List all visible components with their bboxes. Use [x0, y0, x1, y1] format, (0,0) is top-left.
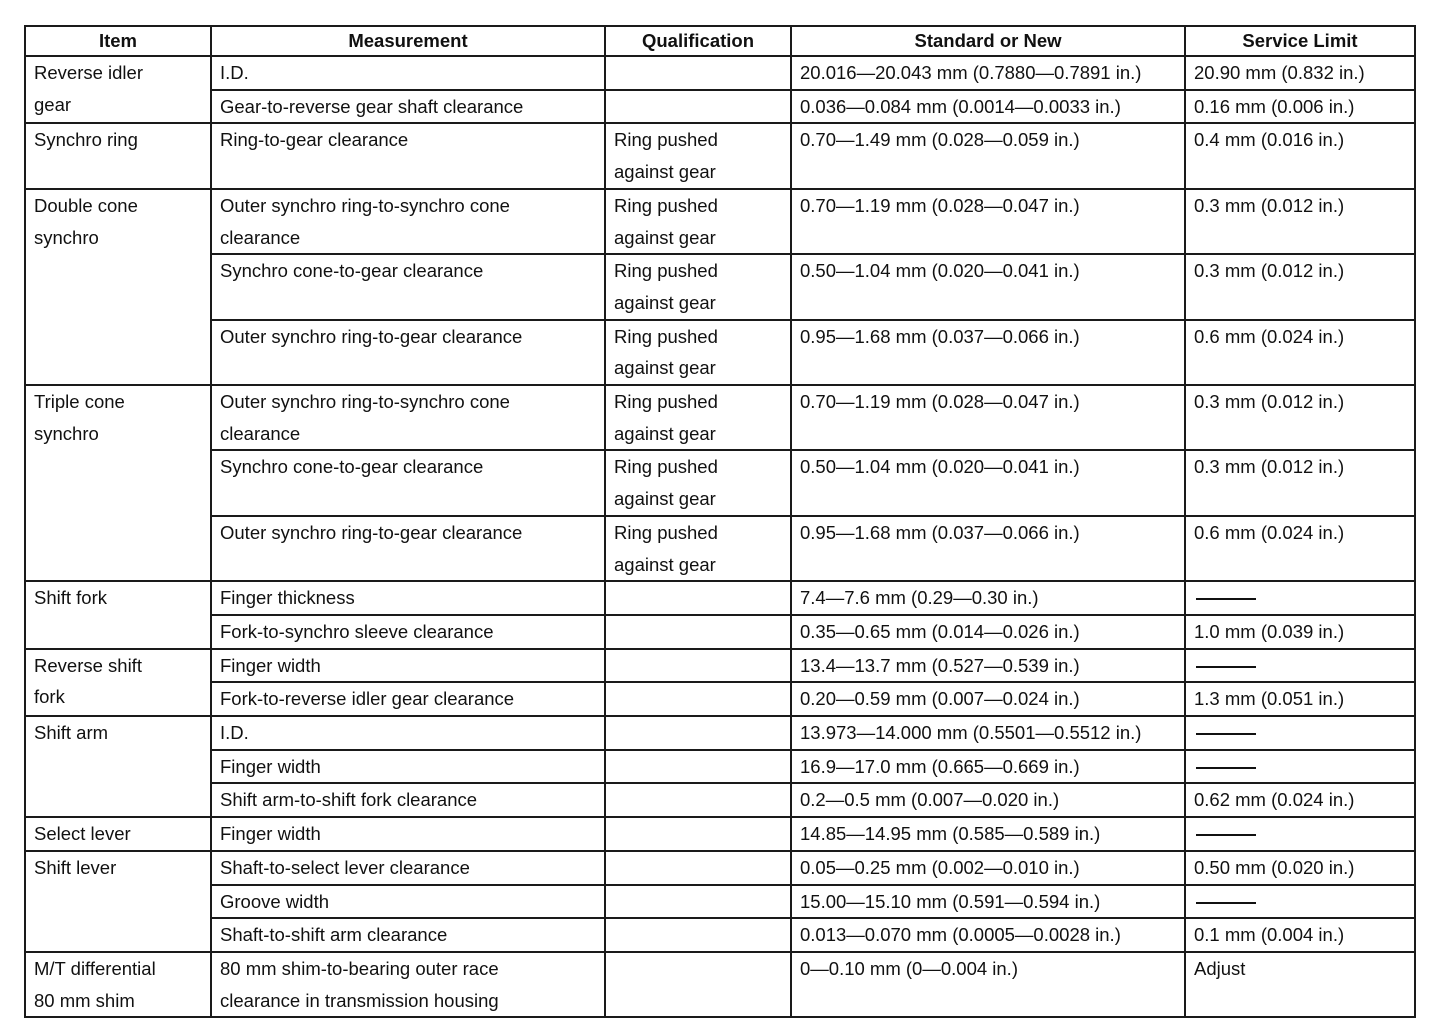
qualification-cell: [605, 817, 791, 851]
service-limit-cell: [1185, 750, 1415, 784]
measurement-cell: Synchro cone-to-gear clearance: [211, 450, 605, 515]
standard-cell: 0.036—0.084 mm (0.0014—0.0033 in.): [791, 90, 1185, 124]
qualification-cell: Ring pushed against gear: [605, 385, 791, 450]
service-limit-cell: 0.3 mm (0.012 in.): [1185, 189, 1415, 254]
qualification-cell: Ring pushed against gear: [605, 450, 791, 515]
service-limit-cell: [1185, 817, 1415, 851]
table-row: [25, 649, 1415, 683]
service-limit-cell: [1185, 885, 1415, 919]
measurement-cell: Outer synchro ring-to-synchro cone clearance: [211, 385, 605, 450]
item-cell: Reverse shift fork: [25, 649, 211, 716]
header-item: Item: [25, 26, 211, 56]
qualification-cell: Ring pushed against gear: [605, 123, 791, 188]
header-service-limit: Service Limit: [1185, 26, 1415, 56]
table-row: [25, 615, 1415, 649]
table-row: [25, 516, 1415, 581]
service-limit-cell: 0.3 mm (0.012 in.): [1185, 254, 1415, 319]
qualification-cell: Ring pushed against gear: [605, 516, 791, 581]
table-row: [25, 320, 1415, 385]
table-row: [25, 682, 1415, 716]
service-limit-cell: Adjust: [1185, 952, 1415, 1017]
service-limit-cell: 20.90 mm (0.832 in.): [1185, 56, 1415, 90]
measurement-cell: Synchro cone-to-gear clearance: [211, 254, 605, 319]
service-limit-cell: 1.3 mm (0.051 in.): [1185, 682, 1415, 716]
service-limit-cell: 0.62 mm (0.024 in.): [1185, 783, 1415, 817]
service-limit-cell: 0.16 mm (0.006 in.): [1185, 90, 1415, 124]
item-cell: Shift lever: [25, 851, 211, 952]
measurement-cell: Shift arm-to-shift fork clearance: [211, 783, 605, 817]
standard-cell: 13.4—13.7 mm (0.527—0.539 in.): [791, 649, 1185, 683]
qualification-cell: Ring pushed against gear: [605, 320, 791, 385]
measurement-cell: Finger width: [211, 649, 605, 683]
item-cell: Shift fork: [25, 581, 211, 648]
measurement-cell: Outer synchro ring-to-gear clearance: [211, 320, 605, 385]
service-limit-cell: [1185, 716, 1415, 750]
specification-table: [24, 25, 1416, 1018]
measurement-cell: 80 mm shim-to-bearing outer race clearance in transmission housing: [211, 952, 605, 1017]
table-row: [25, 783, 1415, 817]
standard-cell: 0—0.10 mm (0—0.004 in.): [791, 952, 1185, 1017]
standard-cell: 0.20—0.59 mm (0.007—0.024 in.): [791, 682, 1185, 716]
table-body: [25, 56, 1415, 1017]
item-cell: Shift arm: [25, 716, 211, 817]
item-cell: Triple cone synchro: [25, 385, 211, 581]
measurement-cell: Outer synchro ring-to-gear clearance: [211, 516, 605, 581]
no-limit-dash: [1196, 767, 1256, 769]
standard-cell: 0.70—1.19 mm (0.028—0.047 in.): [791, 385, 1185, 450]
standard-cell: 14.85—14.95 mm (0.585—0.589 in.): [791, 817, 1185, 851]
table-row: [25, 254, 1415, 319]
measurement-cell: Fork-to-reverse idler gear clearance: [211, 682, 605, 716]
service-limit-cell: 1.0 mm (0.039 in.): [1185, 615, 1415, 649]
standard-cell: 20.016—20.043 mm (0.7880—0.7891 in.): [791, 56, 1185, 90]
item-cell: M/T differential 80 mm shim: [25, 952, 211, 1017]
qualification-cell: [605, 682, 791, 716]
service-limit-cell: 0.6 mm (0.024 in.): [1185, 516, 1415, 581]
qualification-cell: Ring pushed against gear: [605, 254, 791, 319]
qualification-cell: [605, 615, 791, 649]
table-row: [25, 450, 1415, 515]
table-row: [25, 581, 1415, 615]
table-row: [25, 123, 1415, 188]
measurement-cell: Shaft-to-shift arm clearance: [211, 918, 605, 952]
measurement-cell: I.D.: [211, 56, 605, 90]
measurement-cell: Shaft-to-select lever clearance: [211, 851, 605, 885]
service-limit-cell: 0.6 mm (0.024 in.): [1185, 320, 1415, 385]
header-measurement: Measurement: [211, 26, 605, 56]
service-limit-cell: 0.3 mm (0.012 in.): [1185, 385, 1415, 450]
measurement-cell: I.D.: [211, 716, 605, 750]
standard-cell: 0.50—1.04 mm (0.020—0.041 in.): [791, 450, 1185, 515]
standard-cell: 0.70—1.49 mm (0.028—0.059 in.): [791, 123, 1185, 188]
header-qualification: Qualification: [605, 26, 791, 56]
service-limit-cell: [1185, 581, 1415, 615]
service-limit-cell: 0.4 mm (0.016 in.): [1185, 123, 1415, 188]
standard-cell: 0.50—1.04 mm (0.020—0.041 in.): [791, 254, 1185, 319]
service-limit-cell: 0.3 mm (0.012 in.): [1185, 450, 1415, 515]
table-row: [25, 56, 1415, 90]
table-row: [25, 189, 1415, 254]
measurement-cell: Finger width: [211, 817, 605, 851]
item-cell: Double cone synchro: [25, 189, 211, 385]
header-standard: Standard or New: [791, 26, 1185, 56]
service-limit-cell: 0.50 mm (0.020 in.): [1185, 851, 1415, 885]
no-limit-dash: [1196, 733, 1256, 735]
qualification-cell: [605, 952, 791, 1017]
measurement-cell: Finger thickness: [211, 581, 605, 615]
item-cell: Reverse idler gear: [25, 56, 211, 123]
measurement-cell: Fork-to-synchro sleeve clearance: [211, 615, 605, 649]
qualification-cell: Ring pushed against gear: [605, 189, 791, 254]
header-row: [25, 26, 1415, 56]
qualification-cell: [605, 90, 791, 124]
standard-cell: 7.4—7.6 mm (0.29—0.30 in.): [791, 581, 1185, 615]
item-cell: Select lever: [25, 817, 211, 851]
qualification-cell: [605, 649, 791, 683]
no-limit-dash: [1196, 598, 1256, 600]
measurement-cell: Finger width: [211, 750, 605, 784]
measurement-cell: Outer synchro ring-to-synchro cone clearance: [211, 189, 605, 254]
standard-cell: 0.2—0.5 mm (0.007—0.020 in.): [791, 783, 1185, 817]
service-limit-cell: [1185, 649, 1415, 683]
table-row: [25, 750, 1415, 784]
standard-cell: 0.013—0.070 mm (0.0005—0.0028 in.): [791, 918, 1185, 952]
qualification-cell: [605, 851, 791, 885]
standard-cell: 0.70—1.19 mm (0.028—0.047 in.): [791, 189, 1185, 254]
standard-cell: 13.973—14.000 mm (0.5501—0.5512 in.): [791, 716, 1185, 750]
table-row: [25, 918, 1415, 952]
qualification-cell: [605, 56, 791, 90]
standard-cell: 0.05—0.25 mm (0.002—0.010 in.): [791, 851, 1185, 885]
qualification-cell: [605, 750, 791, 784]
table-row: [25, 851, 1415, 885]
standard-cell: 0.95—1.68 mm (0.037—0.066 in.): [791, 516, 1185, 581]
item-cell: Synchro ring: [25, 123, 211, 188]
qualification-cell: [605, 716, 791, 750]
qualification-cell: [605, 918, 791, 952]
table-row: [25, 885, 1415, 919]
standard-cell: 16.9—17.0 mm (0.665—0.669 in.): [791, 750, 1185, 784]
measurement-cell: Gear-to-reverse gear shaft clearance: [211, 90, 605, 124]
no-limit-dash: [1196, 666, 1256, 668]
measurement-cell: Groove width: [211, 885, 605, 919]
qualification-cell: [605, 885, 791, 919]
no-limit-dash: [1196, 834, 1256, 836]
measurement-cell: Ring-to-gear clearance: [211, 123, 605, 188]
no-limit-dash: [1196, 902, 1256, 904]
qualification-cell: [605, 783, 791, 817]
standard-cell: 0.95—1.68 mm (0.037—0.066 in.): [791, 320, 1185, 385]
table-row: [25, 817, 1415, 851]
standard-cell: 0.35—0.65 mm (0.014—0.026 in.): [791, 615, 1185, 649]
table-row: [25, 716, 1415, 750]
qualification-cell: [605, 581, 791, 615]
standard-cell: 15.00—15.10 mm (0.591—0.594 in.): [791, 885, 1185, 919]
table-row: [25, 952, 1415, 1017]
service-limit-cell: 0.1 mm (0.004 in.): [1185, 918, 1415, 952]
table-row: [25, 385, 1415, 450]
table-row: [25, 90, 1415, 124]
